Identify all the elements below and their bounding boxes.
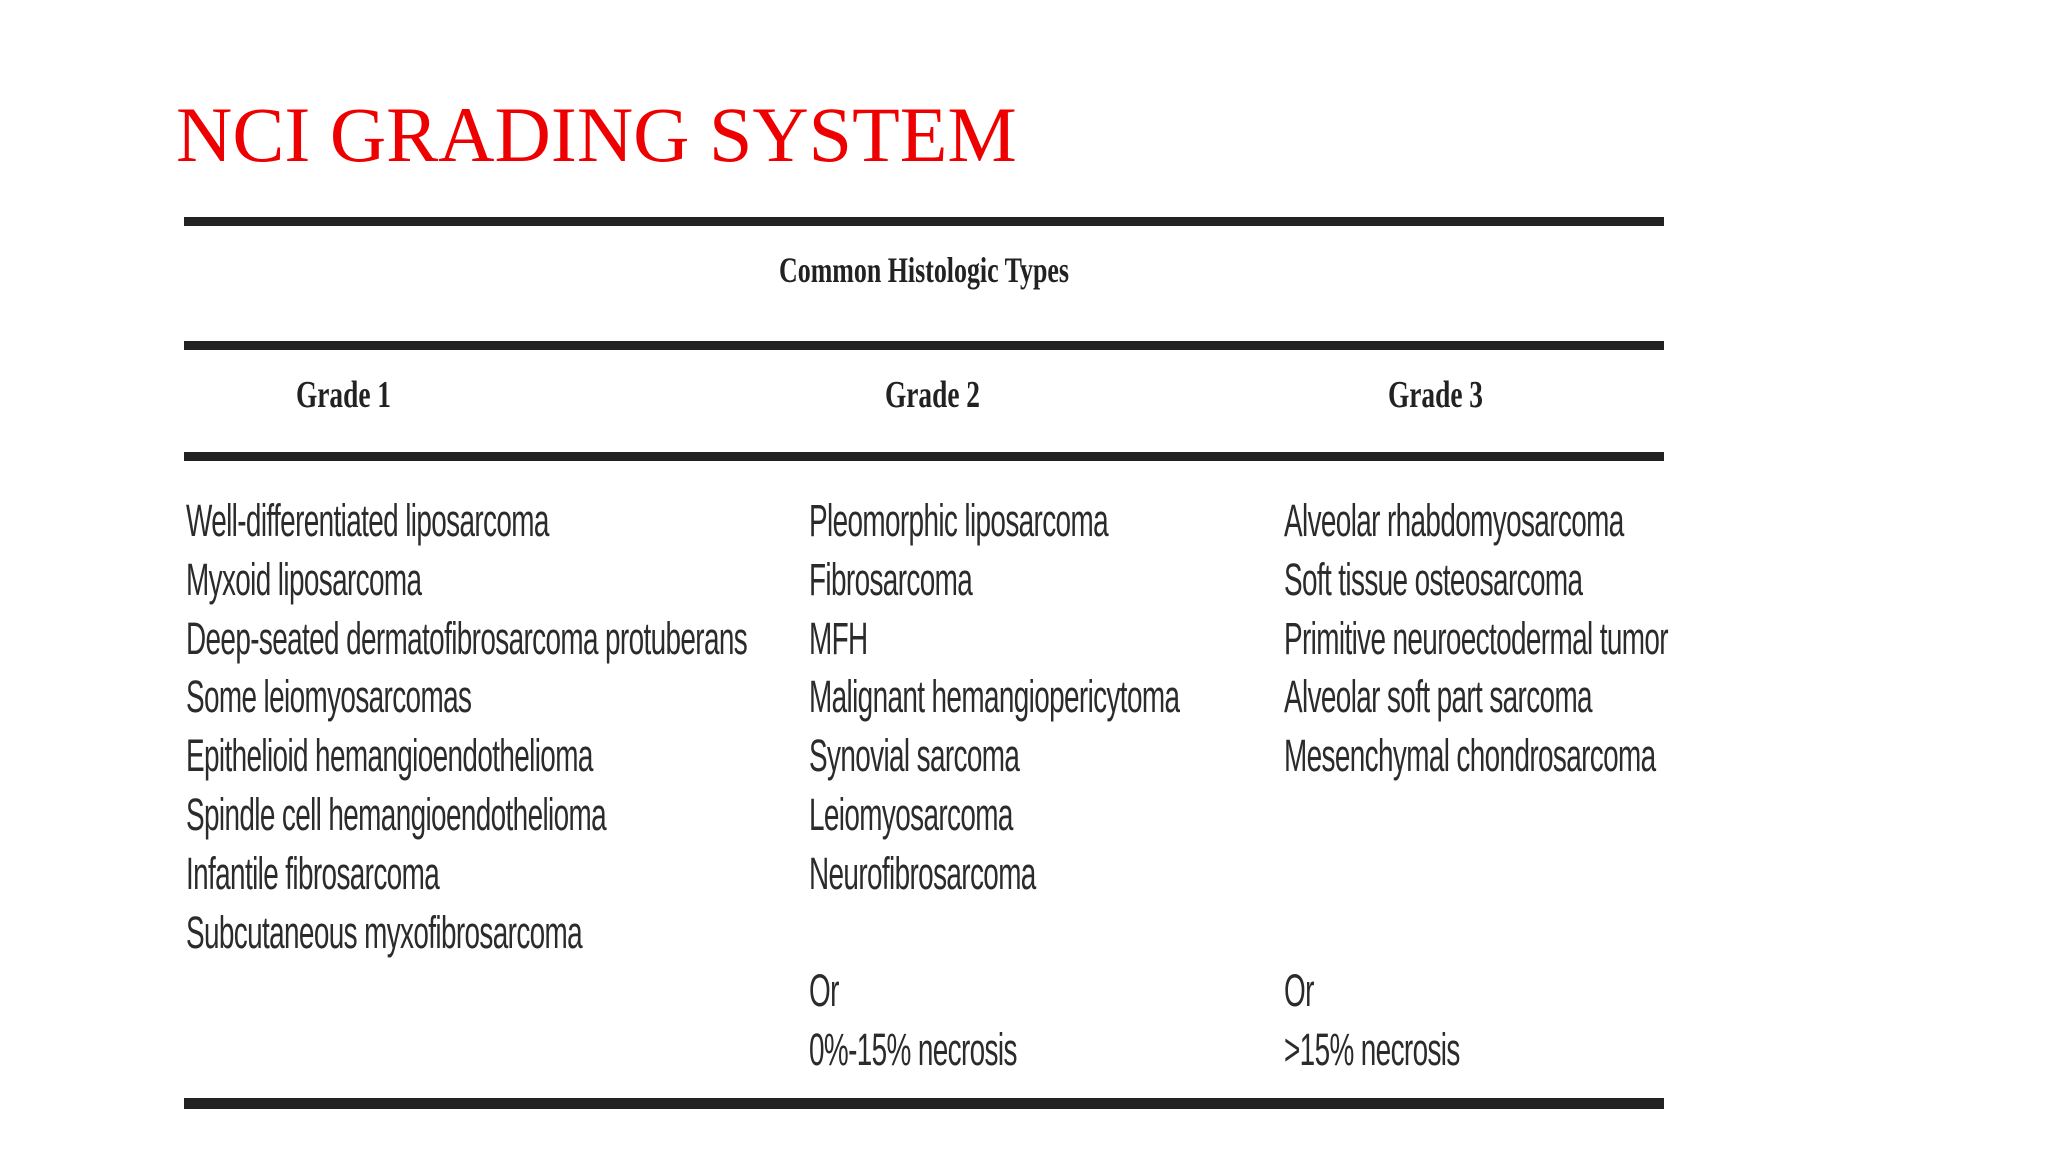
histologic-type-item: Fibrosarcoma [809, 553, 973, 605]
histologic-type-item: Neurofibrosarcoma [809, 847, 1036, 899]
header-divider-rule [184, 452, 1664, 461]
histologic-type-item: Malignant hemangiopericytoma [809, 671, 1180, 723]
grade-3-header: Grade 3 [1388, 374, 1483, 416]
histologic-type-item: Well-differentiated liposarcoma [186, 495, 549, 546]
slide-title: NCI GRADING SYSTEM [176, 91, 1017, 178]
table-bottom-rule [184, 1098, 1664, 1109]
histologic-type-item: Spindle cell hemangioendothelioma [186, 788, 607, 840]
grade-2-header: Grade 2 [885, 374, 980, 416]
histologic-type-item: Myxoid liposarcoma [186, 553, 422, 605]
histologic-type-item: Deep-seated dermatofibrosarcoma protuberans [186, 612, 748, 664]
histologic-type-item: MFH [809, 612, 868, 664]
necrosis-or-label: Or [1284, 965, 1314, 1016]
histologic-type-item: Soft tissue osteosarcoma [1284, 553, 1583, 605]
histologic-type-item: Infantile fibrosarcoma [186, 847, 440, 899]
necrosis-criterion: 0%-15% necrosis [809, 1023, 1017, 1075]
necrosis-criterion: >15% necrosis [1284, 1023, 1460, 1075]
histologic-type-item: Pleomorphic liposarcoma [809, 495, 1108, 546]
histologic-type-item: Mesenchymal chondrosarcoma [1284, 730, 1656, 782]
necrosis-or-label: Or [809, 965, 839, 1016]
table-top-rule [184, 217, 1664, 226]
histologic-type-item: Epithelioid hemangioendothelioma [186, 730, 593, 782]
histologic-type-item: Some leiomyosarcomas [186, 671, 472, 723]
table-caption: Common Histologic Types [779, 250, 1069, 290]
histologic-type-item: Synovial sarcoma [809, 730, 1020, 782]
histologic-type-item: Alveolar rhabdomyosarcoma [1284, 495, 1624, 546]
grade-2-necrosis [809, 966, 1144, 1084]
grade-1-header: Grade 1 [296, 374, 391, 416]
grade-3-column [1284, 496, 1903, 790]
caption-divider-rule [184, 341, 1664, 350]
histologic-type-item: Subcutaneous myxofibrosarcoma [186, 906, 583, 958]
histologic-type-item: Alveolar soft part sarcoma [1284, 671, 1592, 723]
histologic-type-item: Leiomyosarcoma [809, 788, 1013, 840]
grade-3-necrosis [1284, 966, 1567, 1084]
histologic-type-item: Primitive neuroectodermal tumor [1284, 612, 1668, 664]
